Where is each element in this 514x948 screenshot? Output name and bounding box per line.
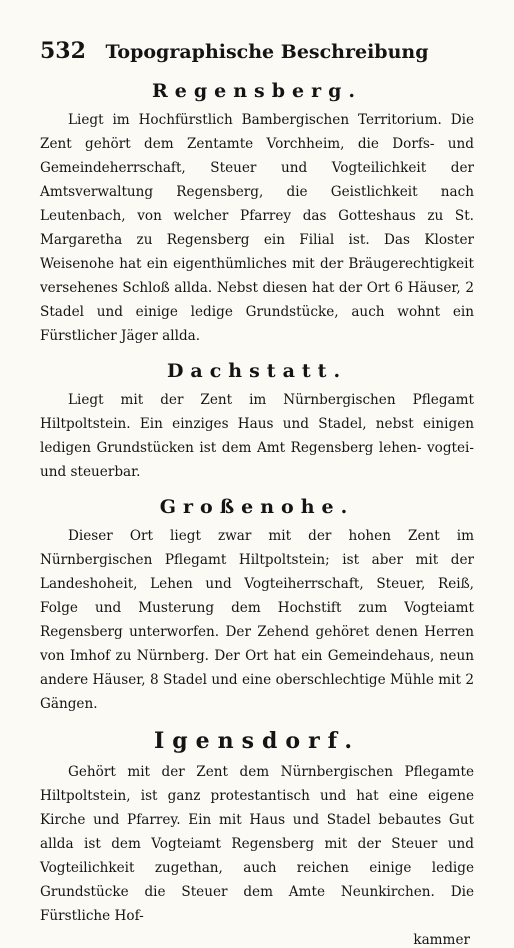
section-text: Liegt im Hochfürstlich Bambergischen Territorium. Die Zent gehört dem Zentamte Vorchheim, die Dorfs- und Gemeindeherrschaft, Steuer und Vogteilichkeit der Amtsverwaltung Regensberg, die Geistlichkeit nach Leutenbach, von welcher Pfarrey das Gotteshaus zu St. Margaretha zu Regensberg ein Filial ist. Das Kloster Weisenohe hat ein eigenthümliches mit der Bräugerechtigkeit versehenes Schloß allda. Nebst diesen hat der Ort 6 Häuser, 2 Stadel und einige ledige Grundstücke, auch wohnt ein Fürstlicher Jäger allda.: [40, 112, 474, 344]
section-igensdorf: [40, 728, 474, 928]
section-title: Großenohe.: [159, 496, 355, 518]
section-text: Gehört mit der Zent dem Nürnbergischen Pflegamte Hiltpoltstein, ist ganz protestantisch und hat eine eigene Kirche und Pfarrey. Ein mit Haus und Stadel bebautes Gut allda ist dem Vogteiamt Regensberg mit der Steuer und Vogteilichkeit zugethan, auch reichen einige ledige Grundstücke die Steuer dem Amte Neunkirchen. Die Fürstliche Hof-: [40, 764, 474, 924]
section-title: Dachstatt.: [166, 360, 348, 382]
section-regensberg: [40, 80, 474, 348]
section-dachstatt: [40, 360, 474, 484]
section-title: Regensberg.: [151, 80, 363, 102]
page-number: 532: [40, 38, 86, 64]
section-text: Dieser Ort liegt zwar mit der hohen Zent im Nürnbergischen Pflegamt Hiltpoltstein; ist aber mit der Landeshoheit, Lehen und Vogteiherrschaft, Steuer, Reiß, Folge und Musterung dem Hochstift zum Vogteiamt Regensberg unterworfen. Der Zehend gehöret denen Herren von Imhof zu Nürnberg. Der Ort hat ein Gemeindehaus, neun andere Häuser, 8 Stadel und eine oberschlechtige Mühle mit 2 Gängen.: [40, 528, 474, 712]
section-text: Liegt mit der Zent im Nürnbergischen Pflegamt Hiltpoltstein. Ein einziges Haus und Stadel, nebst einigen ledigen Grundstücken ist dem Amt Regensberg lehen- vogtei- und steuerbar.: [40, 392, 474, 480]
page-header: [40, 38, 474, 68]
section-title: Igensdorf.: [153, 728, 361, 754]
section-grossenohe: [40, 496, 474, 716]
catchword: kammer: [413, 932, 470, 948]
running-head: Topographische Beschreibung: [105, 41, 429, 63]
